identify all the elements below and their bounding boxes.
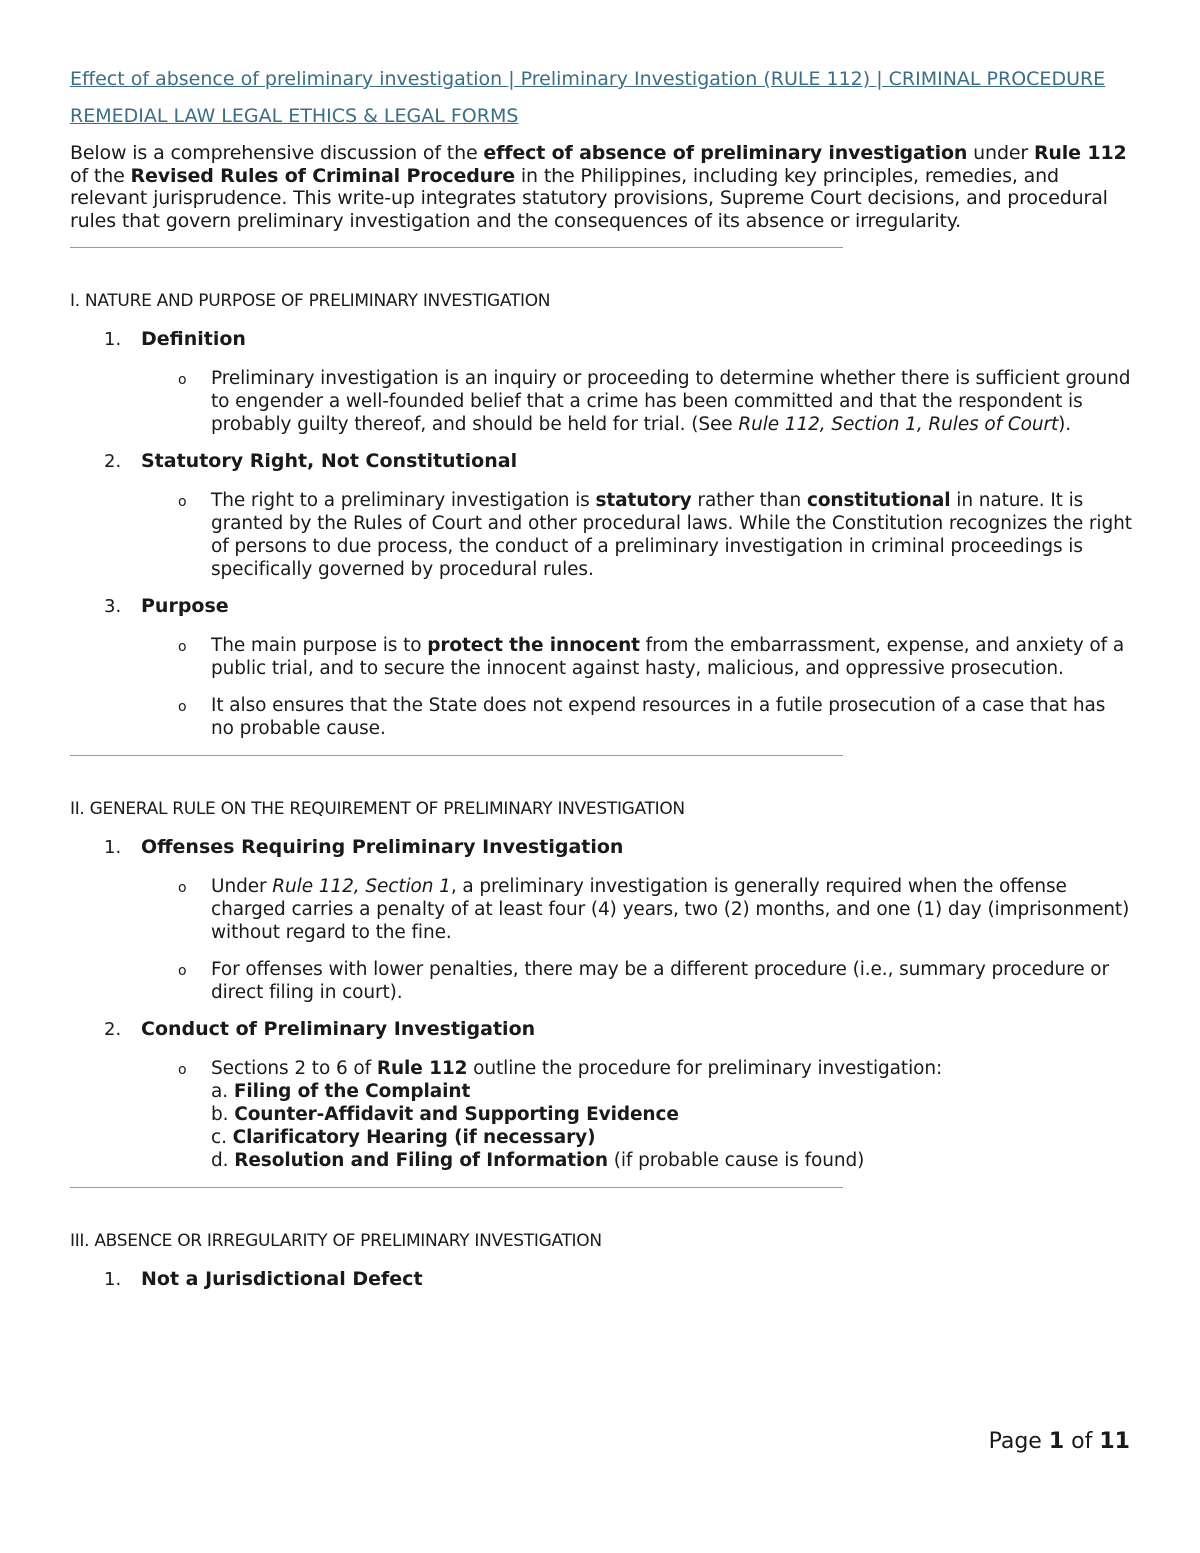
- circle-bullet-icon: o: [178, 963, 187, 979]
- bold-text: Counter-Affidavit and Supporting Evidence: [234, 1104, 679, 1125]
- sections-container: [70, 290, 1132, 1291]
- bold-text: effect of absence of preliminary investigation: [483, 142, 968, 164]
- list-item: [70, 450, 1132, 581]
- section-heading: II. GENERAL RULE ON THE REQUIREMENT OF PRELIMINARY INVESTIGATION: [70, 799, 685, 819]
- text-run: For offenses with lower penalties, there may be a different procedure (i.e., summary procedure or direct filing in court).: [211, 959, 1109, 1003]
- item-number: 1.: [104, 837, 122, 858]
- item-title: Conduct of Preliminary Investigation: [141, 1018, 536, 1040]
- text-run: from the embarrassment, expense, and anxiety of a public trial, and to secure the innocent against hasty, malicious, and oppressive prosecution.: [211, 635, 1125, 679]
- bold-text: statutory: [595, 490, 692, 511]
- sub-list: [141, 367, 1132, 436]
- sub-list-item: [141, 1057, 1132, 1172]
- italic-text: Rule 112, Section 1, Rules of Court: [738, 414, 1059, 435]
- category-link[interactable]: REMEDIAL LAW LEGAL ETHICS & LEGAL FORMS: [70, 105, 519, 127]
- circle-bullet-icon: o: [178, 372, 187, 388]
- list-item: [70, 328, 1132, 436]
- circle-bullet-icon: o: [178, 880, 187, 896]
- page-label: Page: [988, 1429, 1042, 1454]
- sub-list: [141, 634, 1132, 740]
- page-current: 1: [1048, 1429, 1065, 1454]
- numbered-list: [70, 328, 1132, 740]
- list-item: [70, 1018, 1132, 1172]
- text-run: The main purpose is to: [211, 635, 428, 656]
- sub-list-item: [141, 958, 1132, 1004]
- divider: [70, 1187, 843, 1188]
- bold-text: Rule 112: [1033, 142, 1127, 164]
- text-run: b.: [211, 1104, 235, 1125]
- list-item: [70, 595, 1132, 740]
- item-title: Not a Jurisdictional Defect: [141, 1268, 423, 1290]
- item-number: 2.: [104, 1019, 122, 1040]
- sub-item-text: [211, 876, 1129, 943]
- numbered-list: [70, 1268, 1132, 1291]
- text-run: c.: [211, 1127, 233, 1148]
- text-run: Preliminary investigation is an inquiry or proceeding to determine whether there is sufficient ground to engender a well-founded belief that a crime has been committed and that the respondent is probably guilty thereof, and should be held for trial. (See: [211, 368, 1131, 435]
- intro-paragraph: [70, 142, 1132, 232]
- page-of: of: [1071, 1429, 1093, 1454]
- circle-bullet-icon: o: [178, 1062, 187, 1078]
- sub-list-item: [141, 634, 1132, 680]
- item-title: Statutory Right, Not Constitutional: [141, 450, 518, 472]
- sub-item-text: [211, 490, 1132, 580]
- text-run: Under: [211, 876, 273, 897]
- sub-list: [141, 875, 1132, 1004]
- item-number: 3.: [104, 596, 122, 617]
- article-title-link[interactable]: Effect of absence of preliminary investigation | Preliminary Investigation (RULE 112) | CRIMINAL PROCEDURE: [70, 68, 1106, 90]
- list-item: [70, 836, 1132, 1004]
- italic-text: Rule 112, Section 1: [272, 876, 451, 897]
- circle-bullet-icon: o: [178, 639, 187, 655]
- sub-item-text: [211, 959, 1109, 1003]
- text-run: ).: [1058, 414, 1072, 435]
- text-run: It also ensures that the State does not expend resources in a futile prosecution of a case that has no probable cause.: [211, 695, 1106, 739]
- divider: [70, 755, 843, 756]
- text-run: in the Philippines, including key principles, remedies, and relevant jurisprudence. This write-up integrates statutory provisions, Supreme Court decisions, and procedural rules that govern preliminary investigation and the consequences of its absence or irregularity.: [70, 164, 1108, 232]
- text-run: in nature. It is granted by the Rules of Court and other procedural laws. While the Constitution recognizes the right of persons to due process, the conduct of a preliminary investigation in criminal proceedings is specifically governed by procedural rules.: [211, 490, 1132, 580]
- item-number: 1.: [104, 329, 122, 350]
- text-run: of the: [70, 164, 131, 187]
- sub-item-text: [211, 1058, 942, 1171]
- text-run: under: [967, 142, 1034, 164]
- sub-list: [141, 489, 1132, 581]
- divider: [70, 247, 843, 248]
- bold-text: Resolution and Filing of Information: [234, 1150, 608, 1171]
- bold-text: protect the innocent: [427, 635, 640, 656]
- sub-item-text: [211, 695, 1105, 739]
- circle-bullet-icon: o: [178, 494, 187, 510]
- text-run: outline the procedure for preliminary investigation:: [467, 1058, 943, 1079]
- bold-text: Rule 112: [376, 1058, 468, 1079]
- text-run: rather than: [691, 490, 807, 511]
- text-run: (if probable cause is found): [607, 1150, 865, 1171]
- section-heading: III. ABSENCE OR IRREGULARITY OF PRELIMINARY INVESTIGATION: [70, 1231, 602, 1251]
- item-title: Purpose: [141, 595, 229, 617]
- list-item: [70, 1268, 1132, 1291]
- sub-item-text: [211, 368, 1130, 435]
- circle-bullet-icon: o: [178, 699, 187, 715]
- text-run: a.: [211, 1081, 234, 1102]
- text-run: , a preliminary investigation is generally required when the offense charged carries a penalty of at least four (4) years, two (2) months, and one (1) day (imprisonment) without regard to the fine.: [211, 876, 1130, 943]
- text-run: d.: [211, 1150, 235, 1171]
- item-number: 2.: [104, 451, 122, 472]
- bold-text: Clarificatory Hearing (if necessary): [232, 1127, 596, 1148]
- page-total: 11: [1099, 1429, 1130, 1454]
- text-run: Below is a comprehensive discussion of the: [70, 142, 484, 164]
- sub-item-text: [211, 635, 1124, 679]
- item-title: Definition: [141, 328, 246, 350]
- document-page: [70, 68, 1132, 1305]
- text-run: Sections 2 to 6 of: [211, 1058, 377, 1079]
- sub-list-item: [141, 489, 1132, 581]
- sub-list-item: [141, 694, 1132, 740]
- sub-list-item: [141, 875, 1132, 944]
- item-title: Offenses Requiring Preliminary Investigation: [141, 836, 624, 858]
- page-number: [989, 1428, 1130, 1456]
- item-number: 1.: [104, 1269, 122, 1290]
- text-run: The right to a preliminary investigation is: [211, 490, 596, 511]
- sub-list-item: [141, 367, 1132, 436]
- bold-text: constitutional: [806, 490, 951, 511]
- bold-text: Revised Rules of Criminal Procedure: [130, 164, 516, 187]
- section-heading: I. NATURE AND PURPOSE OF PRELIMINARY INVESTIGATION: [70, 291, 551, 311]
- numbered-list: [70, 836, 1132, 1172]
- sub-list: [141, 1057, 1132, 1172]
- bold-text: Filing of the Complaint: [233, 1081, 471, 1102]
